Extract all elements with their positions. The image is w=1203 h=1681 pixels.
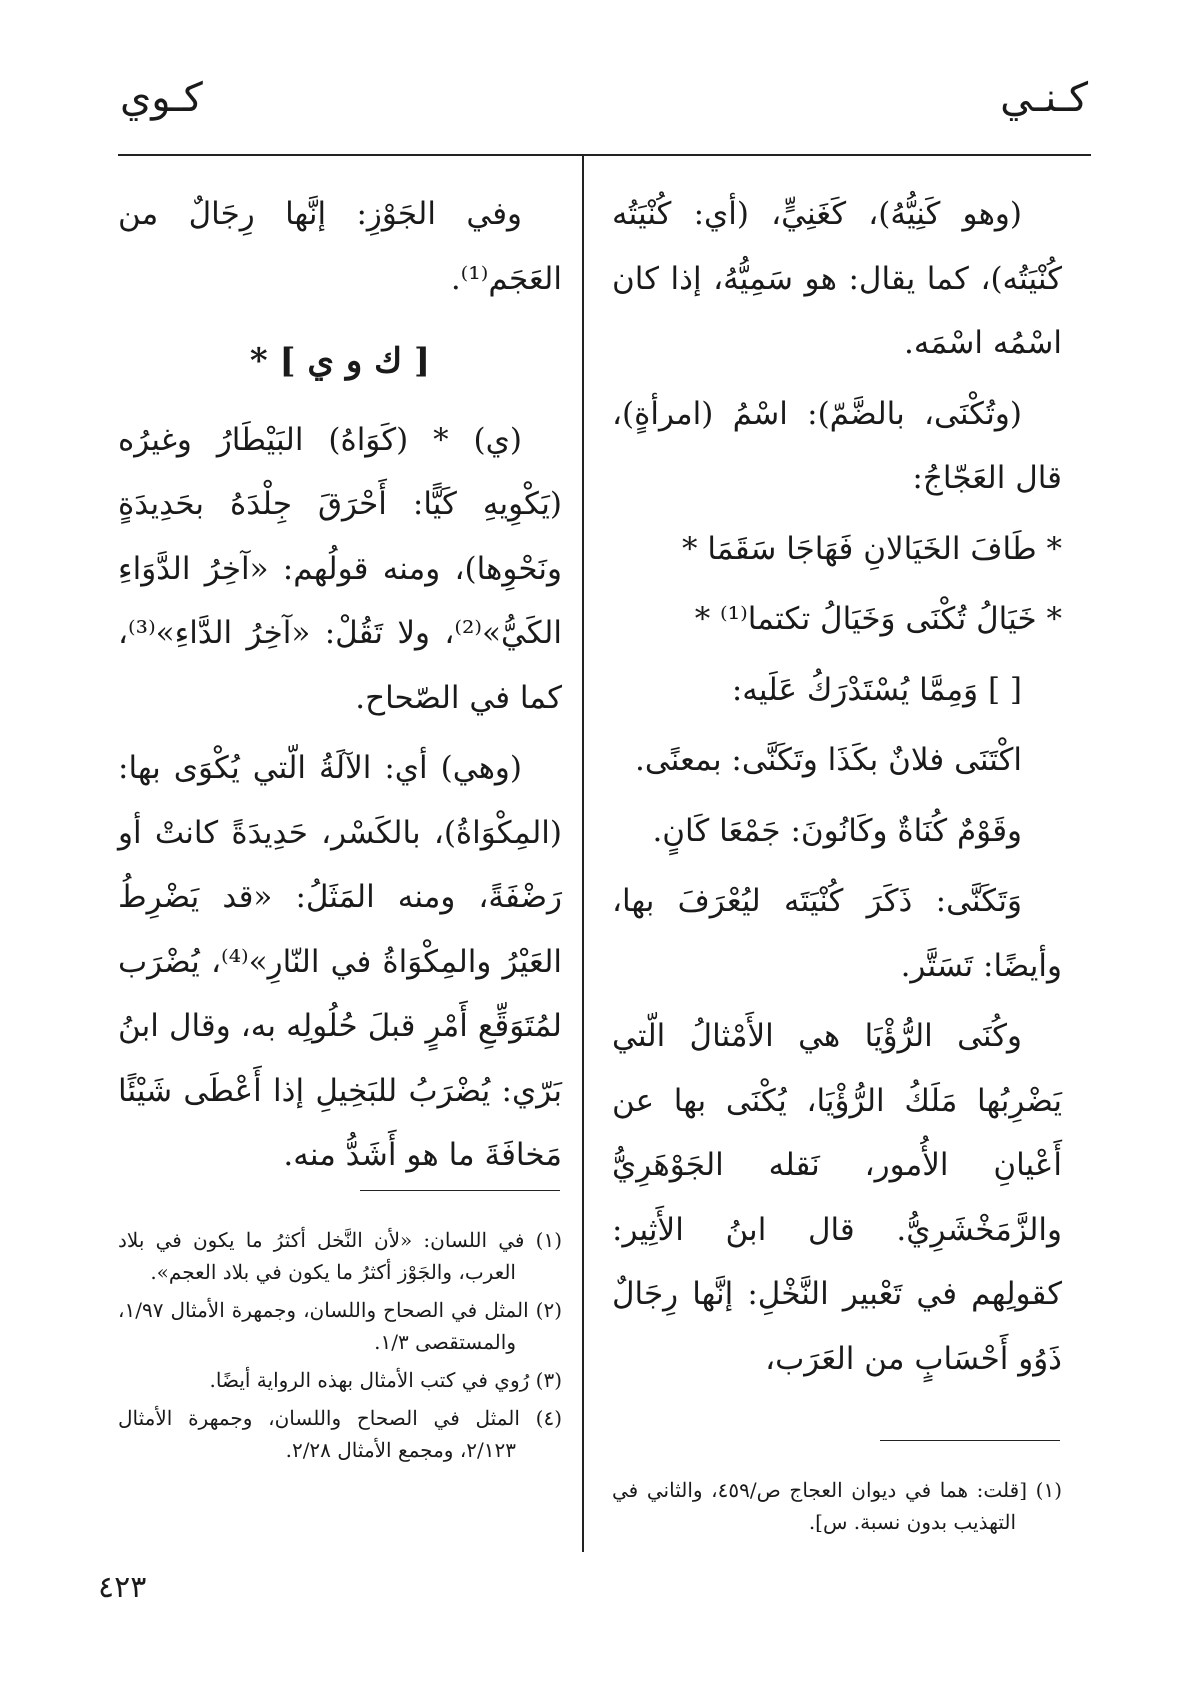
verse-line: * خَيَالُ تُكْنَى وَخَيَالُ تكتما⁽¹⁾ *: [694, 601, 1062, 637]
running-header-left: كـوي: [120, 75, 203, 121]
paragraph: وفي الجَوْزِ: إنَّها رِجَالٌ من العَجَم⁽¹⁾.: [118, 196, 562, 297]
footnote: (٤) المثل في الصحاح واللسان، وجمهرة الأمثال ٢/١٢٣، ومجمع الأمثال ٢/٢٨.: [118, 1406, 562, 1462]
footnote: (٣) رُوي في كتب الأمثال بهذه الرواية أيضًا.: [209, 1368, 562, 1392]
running-header-right: كـنـي: [1000, 75, 1088, 121]
paragraph: اكْتَنَى فلانٌ بكَذَا وتَكَنَّى: بمعنًى.: [635, 742, 1022, 778]
left-footnotes: [118, 1224, 562, 1472]
footnote: (١) [قلت: هما في ديوان العجاج ص/٤٥٩، والثاني في التهذيب بدون نسبة. س].: [612, 1478, 1062, 1534]
verse-line: * طَافَ الخَيَالانِ فَهَاجَا سَقَمَا *: [681, 530, 1062, 567]
footnote: (١) في اللسان: «لأن النَّخل أكثرُ ما يكون في بلاد العرب، والجَوْز أكثرُ ما يكون في بلاد العجم».: [118, 1228, 562, 1284]
paragraph: (وتُكْنَى، بالضَّمّ): اسْمُ (امرأةٍ)، قال العَجّاجُ:: [612, 395, 1062, 496]
paragraph: (وهي) أي: الآلَةُ الّتي يُكْوَى بها: (المِكْوَاةُ)، بالكَسْر، حَدِيدَةً كانتْ أو رَضْفَةً، ومنه المَثَلُ: «قد يَضْرِطُ العَيْرُ والمِكْوَاةُ في النّارِ»⁽⁴⁾، يُضْرَب لمُتَوَقِّعِ أَمْرٍ قبلَ حُلُولِه به، وقال ابنُ بَرّي: يُضْرَبُ للبَخِيلِ إذا أَعْطَى شَيْئًا مَخافَةَ ما هو أَشَدُّ منه.: [118, 750, 562, 1173]
footnote-rule: [880, 1440, 1060, 1441]
header-rule: [118, 154, 1091, 156]
entry-heading: [ ك و ي ] *: [249, 341, 431, 381]
column-divider: [582, 156, 584, 1552]
paragraph: وَتَكَنَّى: ذَكَرَ كُنْيَتَه ليُعْرَفَ بها، وأيضًا: تَسَتَّر.: [612, 883, 1062, 984]
paragraph: وقَوْمٌ كُنَاةٌ وكَانُونَ: جَمْعَا كَانٍ.: [652, 812, 1022, 849]
paragraph: (ي) * (كَوَاهُ) البَيْطَارُ وغيرُه (يَكْوِيهِ كَيًّا: أَحْرَقَ جِلْدَهُ بحَدِيدَةٍ ونَحْوِها)، ومنه قولُهم: «آخِرُ الدَّوَاءِ الكَيُّ»⁽²⁾، ولا تَقُلْ: «آخِرُ الدَّاءِ»⁽³⁾، كما في الصّحاح.: [118, 421, 562, 716]
right-column: [612, 182, 1062, 1397]
footnote-rule: [360, 1190, 560, 1191]
paragraph: [ ] وَمِمَّا يُسْتَدْرَكُ عَلَيه:: [731, 671, 1022, 708]
footnote: (٢) المثل في الصحاح واللسان، وجمهرة الأمثال ١/٩٧، والمستقصى ١/٣.: [118, 1298, 562, 1354]
paragraph: (وهو كَنِيُّهُ)، كَغَنِيٍّ، (أي: كُنْيَتُه كُنْيَتُه)، كما يقال: هو سَمِيُّهُ، إذا كان اسْمُه اسْمَه.: [612, 196, 1062, 361]
right-footnotes: [612, 1474, 1062, 1544]
paragraph: وكُنَى الرُّؤْيَا هي الأَمْثالُ الّتي يَضْرِبُها مَلَكُ الرُّؤْيَا، يُكْنَى بها عن أَعْيانِ الأُمور، نَقله الجَوْهَرِيُّ والزَّمَخْشَرِيُّ. قال ابنُ الأَثِير: كقولِهم في تَعْبير النَّخْلِ: إنَّها رِجَالٌ ذَوُو أَحْسَابٍ من العَرَب،: [612, 1018, 1062, 1377]
page-number: ٤٢٣: [98, 1570, 147, 1605]
left-column: [118, 182, 562, 1194]
